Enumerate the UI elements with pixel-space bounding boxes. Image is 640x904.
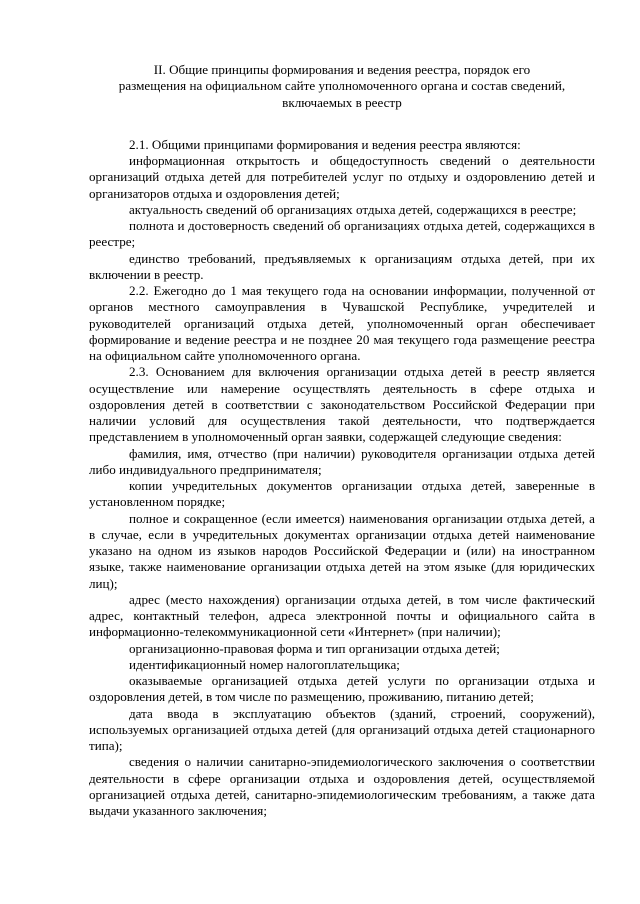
section-title: [89, 62, 595, 111]
item-organization-name: полное и сокращенное (если имеется) наименования организации отдыха детей, а в случае, если в учредительных документах организации отдыха детей наименование указано на одном из языков народов Российской Федерации и (или) на иностранном языке, также наименование организации отдыха детей на этом языке (для юридических лиц);: [89, 510, 595, 591]
item-founding-documents: копии учредительных документов организации отдыха детей, заверенные в установленном порядке;: [89, 478, 595, 510]
item-sanitary-conclusion: сведения о наличии санитарно-эпидемиологического заключения о соответствии деятельности в сфере организации отдыха и оздоровления детей, осуществляемой организацией отдыха детей, санитарно-эпидемиологическим требованиям, а также дата выдачи указанного заключения;: [89, 754, 595, 818]
paragraph-2-1: 2.1. Общими принципами формирования и ведения реестра являются:: [129, 136, 521, 152]
item-address: адрес (место нахождения) организации отдыха детей, в том числе фактический адрес, контактный телефон, адреса электронной почты и официального сайта в информационно-телекоммуникационной сети «Интернет» (при наличии);: [89, 591, 595, 640]
section-title-line-1: II. Общие принципы формирования и ведения реестра, порядок его: [153, 62, 531, 77]
item-commissioning-date: дата ввода в эксплуатацию объектов (зданий, строений, сооружений), используемых организацией отдыха детей (для организаций отдыха детей стационарного типа);: [89, 705, 595, 753]
paragraph-2-3: 2.3. Основанием для включения организации отдыха детей в реестр является осуществление или намерение осуществлять деятельность в сфере отдыха и оздоровления детей в соответствии с законодательством Российской Федерации при наличии условий для осуществления такой деятельности, что подтверждается представлением в уполномоченный орган заявки, содержащей следующие сведения:: [89, 364, 595, 445]
item-legal-form: организационно-правовая форма и тип организации отдыха детей;: [129, 640, 500, 656]
section-title-line-2: размещения на официальном сайте уполномоченного органа и состав сведений,: [118, 78, 566, 94]
principle-uniformity: единство требований, предъявляемых к организациям отдыха детей, при их включении в реестр.: [89, 250, 595, 282]
section-title-line-3: включаемых в реестр: [282, 94, 402, 110]
principle-relevance: актуальность сведений об организациях отдыха детей, содержащихся в реестре;: [129, 201, 577, 217]
item-director-name: фамилия, имя, отчество (при наличии) руководителя организации отдыха детей либо индивидуального предпринимателя;: [89, 445, 595, 477]
document-page: [89, 62, 595, 819]
principle-openness: информационная открытость и общедоступность сведений о деятельности организаций отдыха детей для потребителей услуг по отдыху и оздоровлению детей и организаторов отдыха и оздоровления детей;: [89, 153, 595, 201]
paragraph-2-2: 2.2. Ежегодно до 1 мая текущего года на основании информации, полученной от органов местного самоуправления в Чувашской Республике, учредителей и руководителей организаций отдыха детей, уполномоченный орган обеспечивает формирование и ведение реестра и не позднее 20 мая текущего года размещение реестра на официальном сайте уполномоченного органа.: [89, 283, 595, 363]
principle-completeness: полнота и достоверность сведений об организациях отдыха детей, содержащихся в реестре;: [89, 218, 595, 250]
item-services: оказываемые организацией отдыха детей услуги по организации отдыха и оздоровления детей, в том числе по размещению, проживанию, питанию детей;: [89, 673, 595, 705]
item-tax-id: идентификационный номер налогоплательщика;: [129, 656, 400, 672]
